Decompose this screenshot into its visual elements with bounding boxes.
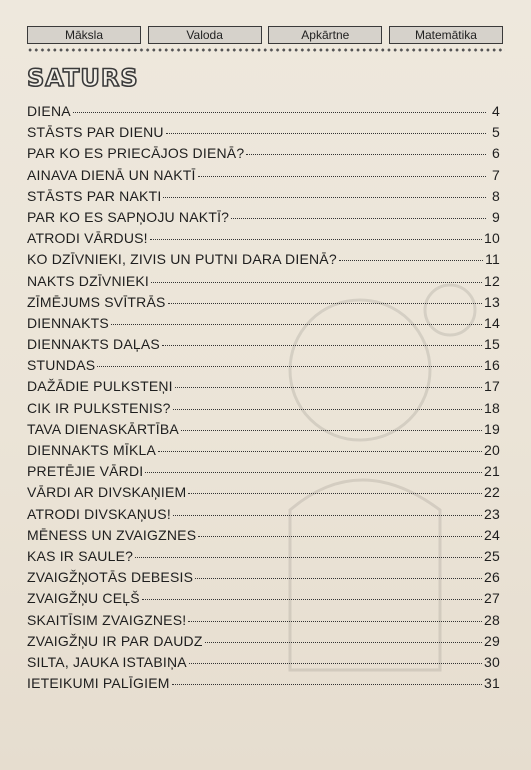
toc-entry-title: NAKTS DZĪVNIEKI <box>27 272 150 289</box>
dot-leader <box>97 366 482 367</box>
toc-entry <box>27 633 500 654</box>
dot-leader <box>111 324 482 325</box>
toc-entry-page: 18 <box>484 399 500 416</box>
toc-entry-title: AINAVA DIENĀ UN NAKTĪ <box>27 166 196 183</box>
toc-entry-title: ZĪMĒJUMS SVĪTRĀS <box>27 293 166 310</box>
toc-entry-page: 27 <box>484 590 500 607</box>
toc-entry-title: IETEIKUMI PALĪGIEM <box>27 675 170 692</box>
toc-entry-title: PRETĒJIE VĀRDI <box>27 463 144 480</box>
toc-entry <box>27 463 500 484</box>
toc-entry <box>27 612 500 633</box>
toc-entry-page: 15 <box>484 336 500 353</box>
toc-entry-page: 8 <box>492 187 500 204</box>
toc-entry-title: ZVAIGŽŅU CEĻŠ <box>27 590 140 607</box>
tab-apkartne: Apkārtne <box>268 26 382 44</box>
table-of-contents <box>27 103 500 696</box>
tab-matematika: Matemātika <box>389 26 503 44</box>
toc-entry-page: 22 <box>484 484 500 501</box>
toc-entry-page: 23 <box>484 505 500 522</box>
dot-leader <box>188 621 482 622</box>
dot-leader <box>166 133 486 134</box>
toc-entry <box>27 124 500 145</box>
toc-entry-page: 29 <box>484 632 500 649</box>
toc-entry-page: 10 <box>484 230 500 247</box>
toc-entry-page: 16 <box>484 357 500 374</box>
toc-entry <box>27 675 500 696</box>
toc-entry <box>27 378 500 399</box>
toc-entry <box>27 188 500 209</box>
toc-entry <box>27 357 500 378</box>
toc-entry-page: 19 <box>484 420 500 437</box>
toc-entry-title: STUNDAS <box>27 357 96 374</box>
dot-leader <box>172 684 482 685</box>
toc-entry-page: 6 <box>492 145 500 162</box>
toc-entry-title: ATRODI VĀRDUS! <box>27 230 148 247</box>
toc-entry-page: 21 <box>484 463 500 480</box>
dot-leader <box>151 282 482 283</box>
toc-entry-page: 12 <box>484 272 500 289</box>
toc-entry-page: 4 <box>492 103 500 119</box>
toc-entry <box>27 548 500 569</box>
dot-leader <box>163 197 486 198</box>
toc-entry-title: ATRODI DIVSKAŅUS! <box>27 505 171 522</box>
toc-entry-page: 25 <box>484 547 500 564</box>
dot-leader <box>168 303 482 304</box>
toc-entry-title: MĒNESS UN ZVAIGZNES <box>27 526 197 543</box>
dot-leader <box>142 599 482 600</box>
toc-entry <box>27 273 500 294</box>
dot-leader <box>145 472 482 473</box>
dot-leader <box>173 515 482 516</box>
toc-entry-page: 31 <box>484 675 500 692</box>
toc-entry-title: DIENNAKTS MĪKLA <box>27 442 157 458</box>
toc-entry-page: 14 <box>484 314 500 331</box>
dot-leader <box>150 239 482 240</box>
toc-entry-page: 20 <box>484 442 500 458</box>
toc-entry-title: DAŽĀDIE PULKSTEŅI <box>27 378 173 395</box>
toc-entry-page: 7 <box>492 166 500 183</box>
toc-entry <box>27 103 500 124</box>
toc-entry-title: ZVAIGŽŅOTĀS DEBESIS <box>27 569 194 586</box>
toc-entry <box>27 167 500 188</box>
toc-entry-page: 30 <box>484 653 500 670</box>
tab-valoda: Valoda <box>148 26 262 44</box>
dot-leader <box>73 112 486 113</box>
dot-leader <box>205 642 482 643</box>
toc-entry-title: DIENNAKTS DAĻAS <box>27 336 160 353</box>
toc-entry <box>27 484 500 505</box>
toc-entry-title: STĀSTS PAR NAKTI <box>27 187 162 204</box>
toc-entry-page: 11 <box>485 251 500 268</box>
toc-entry <box>27 145 500 166</box>
toc-entry-page: 28 <box>484 611 500 628</box>
toc-entry <box>27 569 500 590</box>
toc-entry <box>27 251 500 272</box>
dot-leader <box>162 345 482 346</box>
toc-entry-title: SILTA, JAUKA ISTABIŅA <box>27 653 187 670</box>
dotted-divider <box>27 47 505 53</box>
toc-entry <box>27 315 500 336</box>
dot-leader <box>339 260 483 261</box>
toc-entry <box>27 654 500 675</box>
toc-entry <box>27 230 500 251</box>
toc-entry <box>27 527 500 548</box>
toc-entry-page: 24 <box>484 526 500 543</box>
dot-leader <box>135 557 482 558</box>
tab-maksla: Māksla <box>27 26 141 44</box>
toc-entry <box>27 421 500 442</box>
dot-leader <box>175 387 482 388</box>
toc-entry <box>27 209 500 230</box>
toc-entry-page: 13 <box>484 293 500 310</box>
toc-entry-title: DIENNAKTS <box>27 314 109 331</box>
toc-entry-page: 17 <box>484 378 500 395</box>
toc-entry <box>27 336 500 357</box>
toc-entry-title: ZVAIGŽŅU IR PAR DAUDZ <box>27 632 203 649</box>
toc-entry-title: PAR KO ES SAPŅOJU NAKTĪ? <box>27 208 230 225</box>
dot-leader <box>198 536 482 537</box>
toc-entry <box>27 506 500 527</box>
toc-entry-title: DIENA <box>27 103 71 119</box>
toc-entry-page: 9 <box>492 208 500 225</box>
toc-entry-title: STĀSTS PAR DIENU <box>27 124 164 141</box>
dot-leader <box>195 578 482 579</box>
toc-entry <box>27 294 500 315</box>
dot-leader <box>188 493 482 494</box>
dot-leader <box>173 409 482 410</box>
dot-leader <box>181 430 482 431</box>
toc-entry-title: CIK IR PULKSTENIS? <box>27 399 171 416</box>
dot-leader <box>231 218 486 219</box>
toc-entry <box>27 400 500 421</box>
page-title: SATURS <box>27 64 139 92</box>
toc-entry-title: TAVA DIENASKĀRTĪBA <box>27 420 179 437</box>
dot-leader <box>158 451 482 452</box>
toc-entry-title: SKAITĪSIM ZVAIGZNES! <box>27 611 187 628</box>
toc-entry-title: KAS IR SAULE? <box>27 547 134 564</box>
toc-entry-title: VĀRDI AR DIVSKAŅIEM <box>27 484 187 501</box>
dot-leader <box>198 176 486 177</box>
subject-tabs <box>27 26 503 44</box>
toc-entry-page: 5 <box>492 124 500 141</box>
toc-entry-title: KO DZĪVNIEKI, ZIVIS UN PUTNI DARA DIENĀ? <box>27 251 337 268</box>
dot-leader <box>246 154 486 155</box>
toc-entry-title: PAR KO ES PRIECĀJOS DIENĀ? <box>27 145 245 162</box>
toc-entry <box>27 442 500 463</box>
dot-leader <box>189 663 482 664</box>
toc-entry-page: 26 <box>484 569 500 586</box>
toc-entry <box>27 590 500 611</box>
